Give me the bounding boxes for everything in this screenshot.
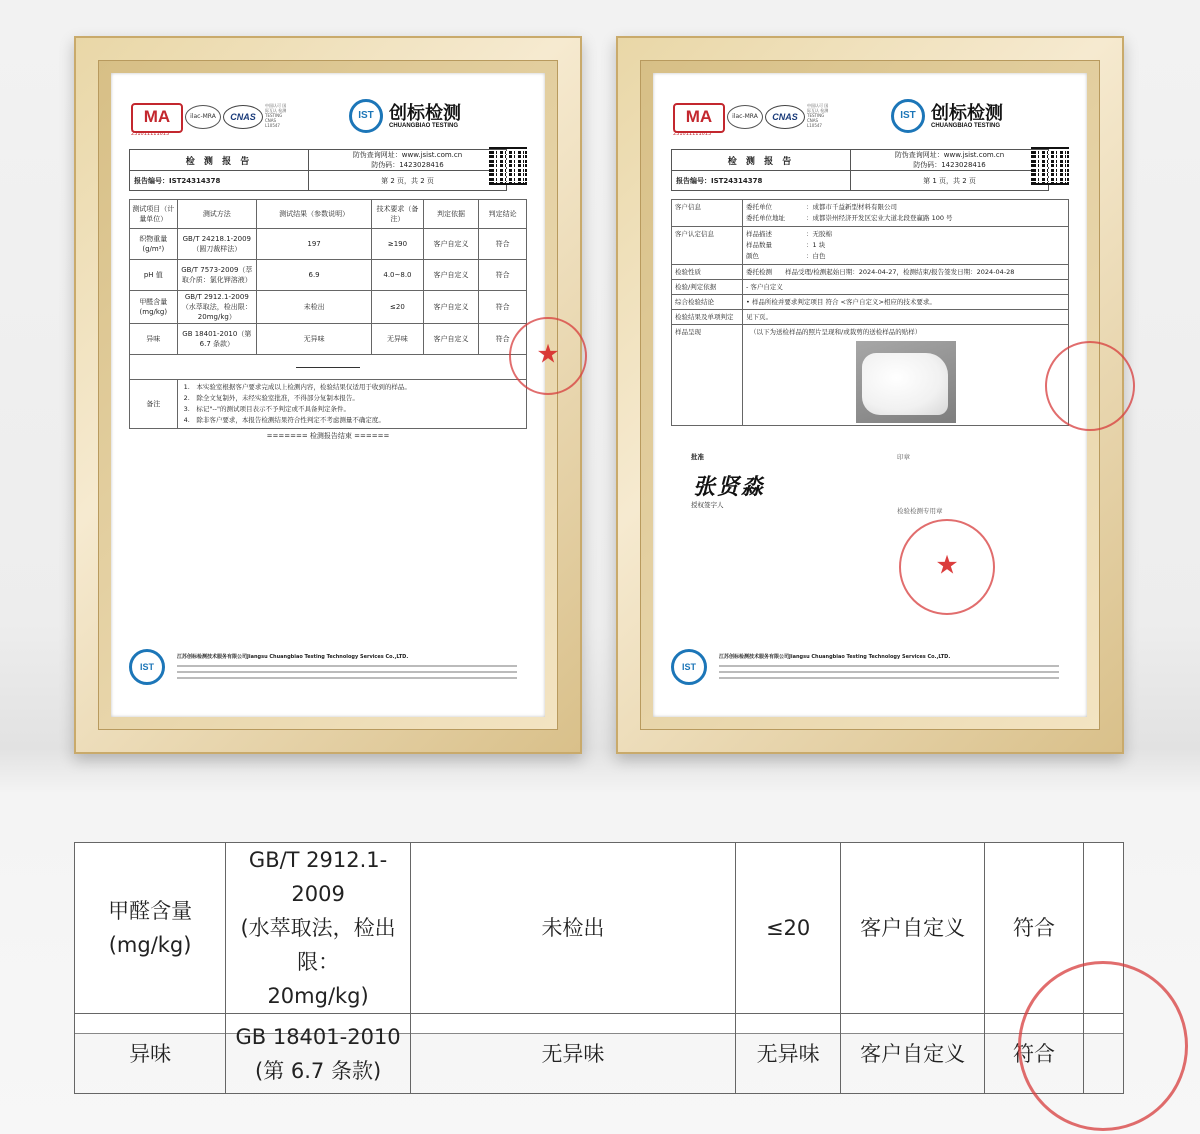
cell: GB/T 2912.1-2009 (水萃取法，检出限： 20mg/kg) [226,843,411,1014]
note-item: 1. 本实验室根据客户要求完成以上检测内容，检验结果仅适用于收到的样品。 [183,383,411,391]
footer-fine-print [177,665,517,683]
cell: 符合 [479,324,527,355]
cell: 客户自定义 [841,843,985,1014]
ilac-logo-icon: ilac-MRA [185,105,221,129]
note-item: 4. 除非客户要求，本报告检测结果符合性判定不考虑测量不确定度。 [183,416,385,424]
ist-logo-icon: IST [349,99,383,133]
footer-fine-print [719,665,1059,683]
row-label: 综合检验结论 [672,295,743,310]
table-row [130,324,527,355]
table-row [672,227,1069,265]
note-item: 3. 标记"--"的测试项目表示不予判定或不具备判定条件。 [183,405,350,413]
verify-site: 防伪查询网址：www.jsist.com.cn 防伪码：1423028416 [309,150,507,171]
table-row [672,310,1069,325]
note-item: 2. 除全文复制外，未经实验室批准，不得部分复制本报告。 [183,394,359,402]
cell: GB/T 2912.1-2009（水萃取法，检出限：20mg/kg） [177,291,256,324]
ist-logo-icon: IST [891,99,925,133]
cell: 未检出 [410,843,735,1014]
cell: 无异味 [372,324,424,355]
divider-line [296,367,360,368]
table-row [130,291,527,324]
client-info-table [671,199,1069,426]
signature: 张贤淼 [693,474,766,500]
zoomed-results-table [74,842,1124,1094]
brand-name-en: CHUANGBIAO TESTING [931,123,1000,129]
seal-label: 印章 [897,453,910,461]
notes-row [130,380,527,429]
cell: GB 18401-2010 (第 6.7 条款) [226,1014,411,1094]
cell: 符合 [985,843,1084,1014]
report-end: ======= 检测报告结束 ====== [266,432,390,440]
signer-label: 授权签字人 [691,501,724,509]
photo-cell [743,325,1069,426]
sample-pillow [862,353,948,415]
row-value: 见下页。 [743,310,1069,325]
cell: ≤20 [735,843,840,1014]
cell: 符合 [985,1014,1084,1094]
brand-name-en: CHUANGBIAO TESTING [389,123,458,129]
corner-seal-icon [1045,341,1135,431]
cell: 无异味 [257,324,372,355]
right-frame [616,36,1124,754]
row-label: 客户认定信息 [672,227,743,265]
cnas-logo-icon: CNAS [765,105,805,129]
brand-name-cn: 创标检测 [389,103,461,124]
row-label: 检验结果及单项判定 [672,310,743,325]
cell: 客户自定义 [423,324,479,355]
row-label: 检验性质 [672,265,743,280]
cell: 异味 [75,1014,226,1094]
table-row [75,843,1124,1014]
cell: GB/T 24218.1-2009（圆刀裁样法） [177,229,256,260]
frame-mat [98,60,558,730]
notes-cell [177,380,526,429]
report-page-1 [653,73,1087,717]
page-label: 第 2 页，共 2 页 [309,171,507,191]
column-header: 判定依据 [423,200,479,229]
cell: 无异味 [735,1014,840,1094]
photo-caption: （以下为送检样品的照片呈现和/或裁剪的送检样品的贴样） [750,328,922,336]
cnas-logo-icon: CNAS [223,105,263,129]
cell: ≤20 [372,291,424,324]
table-row [672,280,1069,295]
cell: 4.0~8.0 [372,260,424,291]
company-name: 江苏创标检测技术服务有限公司Jiangsu Chuangbiao Testing Technology Services Co.,LTD. [719,654,951,660]
cell: 客户自定义 [423,291,479,324]
page-footer [129,649,527,689]
ma-number: 231011111013 [131,131,170,137]
column-header: 测试结果（参数说明） [257,200,372,229]
cell: 甲醛含量 (mg/kg) [75,843,226,1014]
notes-label: 备注 [130,380,178,429]
ist-footer-logo-icon: IST [671,649,707,685]
company-seal-icon [509,317,587,395]
zoomed-table-detail [74,842,1124,1083]
cell: 符合 [479,229,527,260]
row-label: 客户信息 [672,200,743,227]
table-row [130,260,527,291]
report-title: 检 测 报 告 [130,150,309,171]
cell: pH 值 [130,260,178,291]
ist-footer-logo-icon: IST [129,649,165,685]
row-value: 样品描述 ：无胶棉 样品数量 ：1 块 颜色 ：白色 [743,227,1069,265]
cell: GB/T 7573-2009（萃取介质：氯化钾溶液） [177,260,256,291]
row-value: 委托单位 ：成都市千益新型材料有限公司 委托单位地址 ：成都崇州经济开发区宏业大道北段登赢路 100 号 [743,200,1069,227]
ma-number: 231011111013 [673,131,712,137]
cell: 符合 [479,260,527,291]
cell: 甲醛含量(mg/kg) [130,291,178,324]
seal-sub-label: 检验检测专用章 [897,507,943,515]
row-value: - 客户自定义 [743,280,1069,295]
page-footer [671,649,1069,689]
frame-mat [640,60,1100,730]
results-table [129,199,527,429]
table-row [130,229,527,260]
header-logos [671,99,1069,145]
column-header: 判定结论 [479,200,527,229]
cell: 未检出 [257,291,372,324]
report-title: 检 测 报 告 [672,150,851,171]
cell: 客户自定义 [423,260,479,291]
company-seal-icon [899,519,995,615]
qr-code-icon [489,147,527,185]
header-logos [129,99,527,145]
cell: 客户自定义 [423,229,479,260]
column-header: 技术要求（备注） [372,200,424,229]
column-header: 测试项目（计量单位） [130,200,178,229]
cell: GB 18401-2010（第 6.7 条款） [177,324,256,355]
cnas-text: 中国认可 国际互认 检测 TESTING CNAS L10547 [807,103,829,128]
left-frame [74,36,582,754]
table-header-row [130,200,527,229]
table-row [672,295,1069,310]
seal-star-icon: ★ [536,339,560,370]
divider-row [130,355,527,380]
report-number: 报告编号：IST24314378 [130,171,309,191]
table-row [672,265,1069,280]
cell: 客户自定义 [841,1014,985,1094]
column-header: 测试方法 [177,200,256,229]
cell: 符合 [479,291,527,324]
ma-logo-icon: MA [131,103,183,133]
report-header [671,149,1069,191]
cell: ≥190 [372,229,424,260]
company-name: 江苏创标检测技术服务有限公司Jiangsu Chuangbiao Testing Technology Services Co.,LTD. [177,654,409,660]
cnas-text: 中国认可 国际互认 检测 TESTING CNAS L10547 [265,103,287,128]
cell: 无异味 [410,1014,735,1094]
row-value: • 样品所检并要求判定项目 符合 <客户自定义>相应的技术要求。 [743,295,1069,310]
ma-logo-icon: MA [673,103,725,133]
ilac-logo-icon: ilac-MRA [727,105,763,129]
cell: 织物重量(g/m²) [130,229,178,260]
row-label: 检验/判定依据 [672,280,743,295]
table-row [672,325,1069,426]
cell: 197 [257,229,372,260]
cell: 6.9 [257,260,372,291]
row-value: 委托检测 样品受理/检测起始日期：2024-04-27，检测结束/报告签发日期：2024-04-28 [743,265,1069,280]
report-page-2 [111,73,560,717]
seal-star-icon: ★ [935,550,959,581]
report-number: 报告编号：IST24314378 [672,171,851,191]
table-row [75,1014,1124,1094]
approval-section [671,452,1069,542]
divider-cell [130,355,527,380]
row-label: 样品呈现 [672,325,743,426]
page-label: 第 1 页，共 2 页 [851,171,1049,191]
zoom-seal-icon [1018,961,1188,1131]
table-row [672,200,1069,227]
cell: 异味 [130,324,178,355]
qr-code-icon [1031,147,1069,185]
brand-name-cn: 创标检测 [931,103,1003,124]
report-header [129,149,527,191]
verify-site: 防伪查询网址：www.jsist.com.cn 防伪码：1423028416 [851,150,1049,171]
approve-label: 批准 [691,453,704,461]
sample-photo [856,341,956,423]
